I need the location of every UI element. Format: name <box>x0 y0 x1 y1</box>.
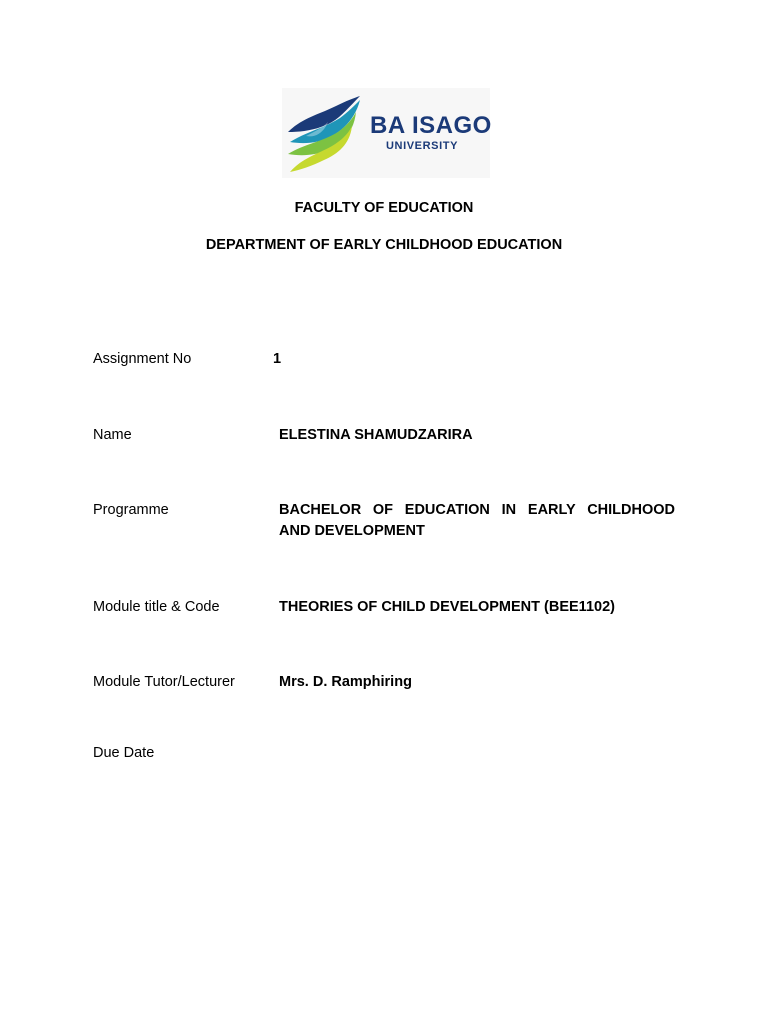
programme-value-line-1: BACHELOR OF EDUCATION IN EARLY CHILDHOOD <box>279 502 675 518</box>
module-value: THEORIES OF CHILD DEVELOPMENT (BEE1102) <box>279 599 615 615</box>
tutor-value: Mrs. D. Ramphiring <box>279 674 412 690</box>
wave-emblem-icon <box>284 92 364 176</box>
logo-name: BA ISAGO <box>370 112 492 139</box>
name-value: ELESTINA SHAMUDZARIRA <box>279 427 473 443</box>
department-heading: DEPARTMENT OF EARLY CHILDHOOD EDUCATION <box>205 237 563 253</box>
programme-value <box>279 500 675 542</box>
university-logo <box>282 88 490 178</box>
programme-value-line-2: AND DEVELOPMENT <box>279 523 425 539</box>
due-date-label: Due Date <box>93 745 155 761</box>
faculty-heading: FACULTY OF EDUCATION <box>294 200 474 216</box>
programme-label: Programme <box>93 502 169 518</box>
name-label: Name <box>93 427 132 443</box>
tutor-label: Module Tutor/Lecturer <box>93 674 235 690</box>
assignment-value: 1 <box>273 351 282 367</box>
logo-subtitle: UNIVERSITY <box>386 140 459 152</box>
assignment-label: Assignment No <box>93 351 192 367</box>
module-label: Module title & Code <box>93 599 220 615</box>
